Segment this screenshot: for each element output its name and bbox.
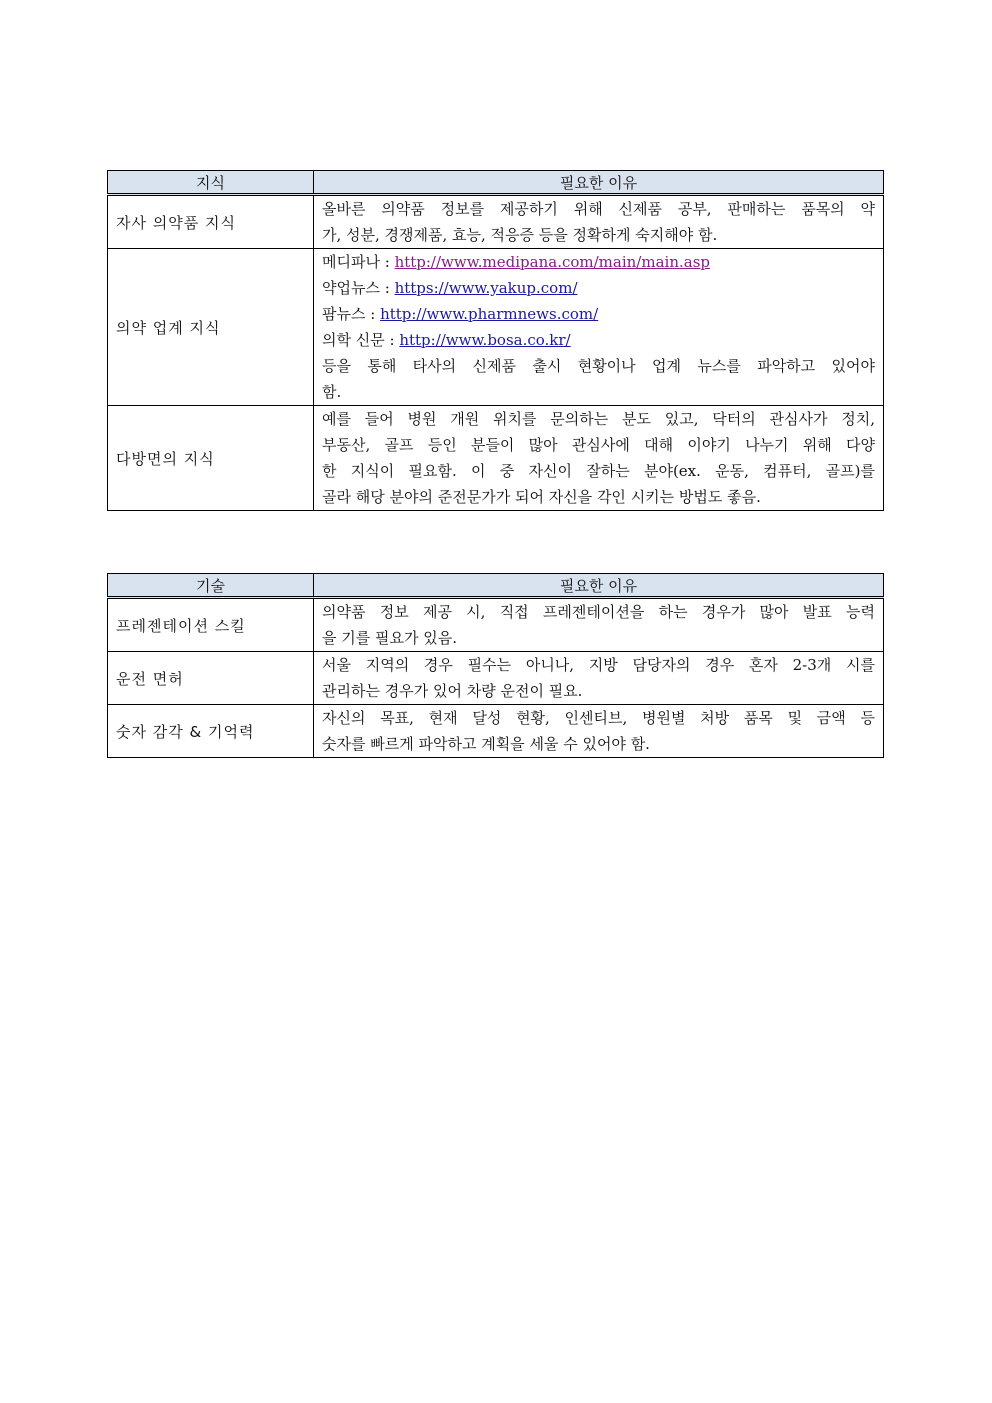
header-knowledge: 지식 [108,171,314,195]
row-label: 숫자 감각 & 기억력 [108,705,314,758]
reason-line: 관리하는 경우가 있어 차량 운전이 필요. [322,682,583,700]
reason-line: 숫자를 빠르게 파악하고 계획을 세울 수 있어야 함. [322,735,650,753]
reason-line: 함. [322,383,342,401]
medipana-link[interactable]: http://www.medipana.com/main/main.asp [394,253,710,271]
bosa-link[interactable]: http://www.bosa.co.kr/ [399,331,571,349]
row-reason [314,652,884,705]
news-source-name: 의학 신문 : [322,331,400,349]
news-source-name: 약업뉴스 : [322,279,395,297]
row-label: 다방면의 지식 [108,406,314,511]
news-link-line [322,275,875,301]
news-link-line [322,327,875,353]
reason-line: 을 기를 필요가 있음. [322,629,457,647]
table-row [108,652,884,705]
header-skill: 기술 [108,574,314,598]
reason-line: 부동산, 골프 등인 분들이 많아 관심사에 대해 이야기 나누기 위해 다양 [322,436,875,454]
row-label: 운전 면허 [108,652,314,705]
row-label: 프레젠테이션 스킬 [108,598,314,652]
pharmnews-link[interactable]: http://www.pharmnews.com/ [380,305,599,323]
row-label: 의약 업계 지식 [108,249,314,406]
row-reason [314,249,884,406]
reason-line: 자신의 목표, 현재 달성 현황, 인센티브, 병원별 처방 품목 및 금액 등 [322,709,875,727]
reason-line: 의약품 정보 제공 시, 직접 프레젠테이션을 하는 경우가 많아 발표 능력 [322,603,875,621]
yakup-link[interactable]: https://www.yakup.com/ [394,279,578,297]
header-reason: 필요한 이유 [314,574,884,598]
table-row [108,705,884,758]
news-source-name: 메디파나 : [322,253,395,271]
news-link-line [322,301,875,327]
table-row [108,406,884,511]
reason-line: 한 지식이 필요함. 이 중 자신이 잘하는 분야(ex. 운동, 컴퓨터, 골프)를 [322,462,875,480]
reason-line: 골라 해당 분야의 준전문가가 되어 자신을 각인 시키는 방법도 좋음. [322,488,761,506]
row-label: 자사 의약품 지식 [108,195,314,249]
table-row [108,195,884,249]
row-reason [314,406,884,511]
table-header-row [108,574,884,598]
header-reason: 필요한 이유 [314,171,884,195]
news-link-line [322,249,875,275]
knowledge-table [107,170,884,511]
reason-line: 올바른 의약품 정보를 제공하기 위해 신제품 공부, 판매하는 품목의 약 [322,200,875,218]
news-source-name: 팜뉴스 : [322,305,381,323]
reason-line: 가, 성분, 경쟁제품, 효능, 적응증 등을 정확하게 숙지해야 함. [322,226,718,244]
row-reason [314,705,884,758]
table-row [108,249,884,406]
table-row [108,598,884,652]
reason-line: 등을 통해 타사의 신제품 출시 현황이나 업계 뉴스를 파악하고 있어야 [322,357,875,375]
row-reason [314,195,884,249]
skill-table [107,573,884,758]
row-reason [314,598,884,652]
reason-line: 서울 지역의 경우 필수는 아니나, 지방 담당자의 경우 혼자 2-3개 시를 [322,656,875,674]
table-header-row [108,171,884,195]
reason-line: 예를 들어 병원 개원 위치를 문의하는 분도 있고, 닥터의 관심사가 정치, [322,410,875,428]
